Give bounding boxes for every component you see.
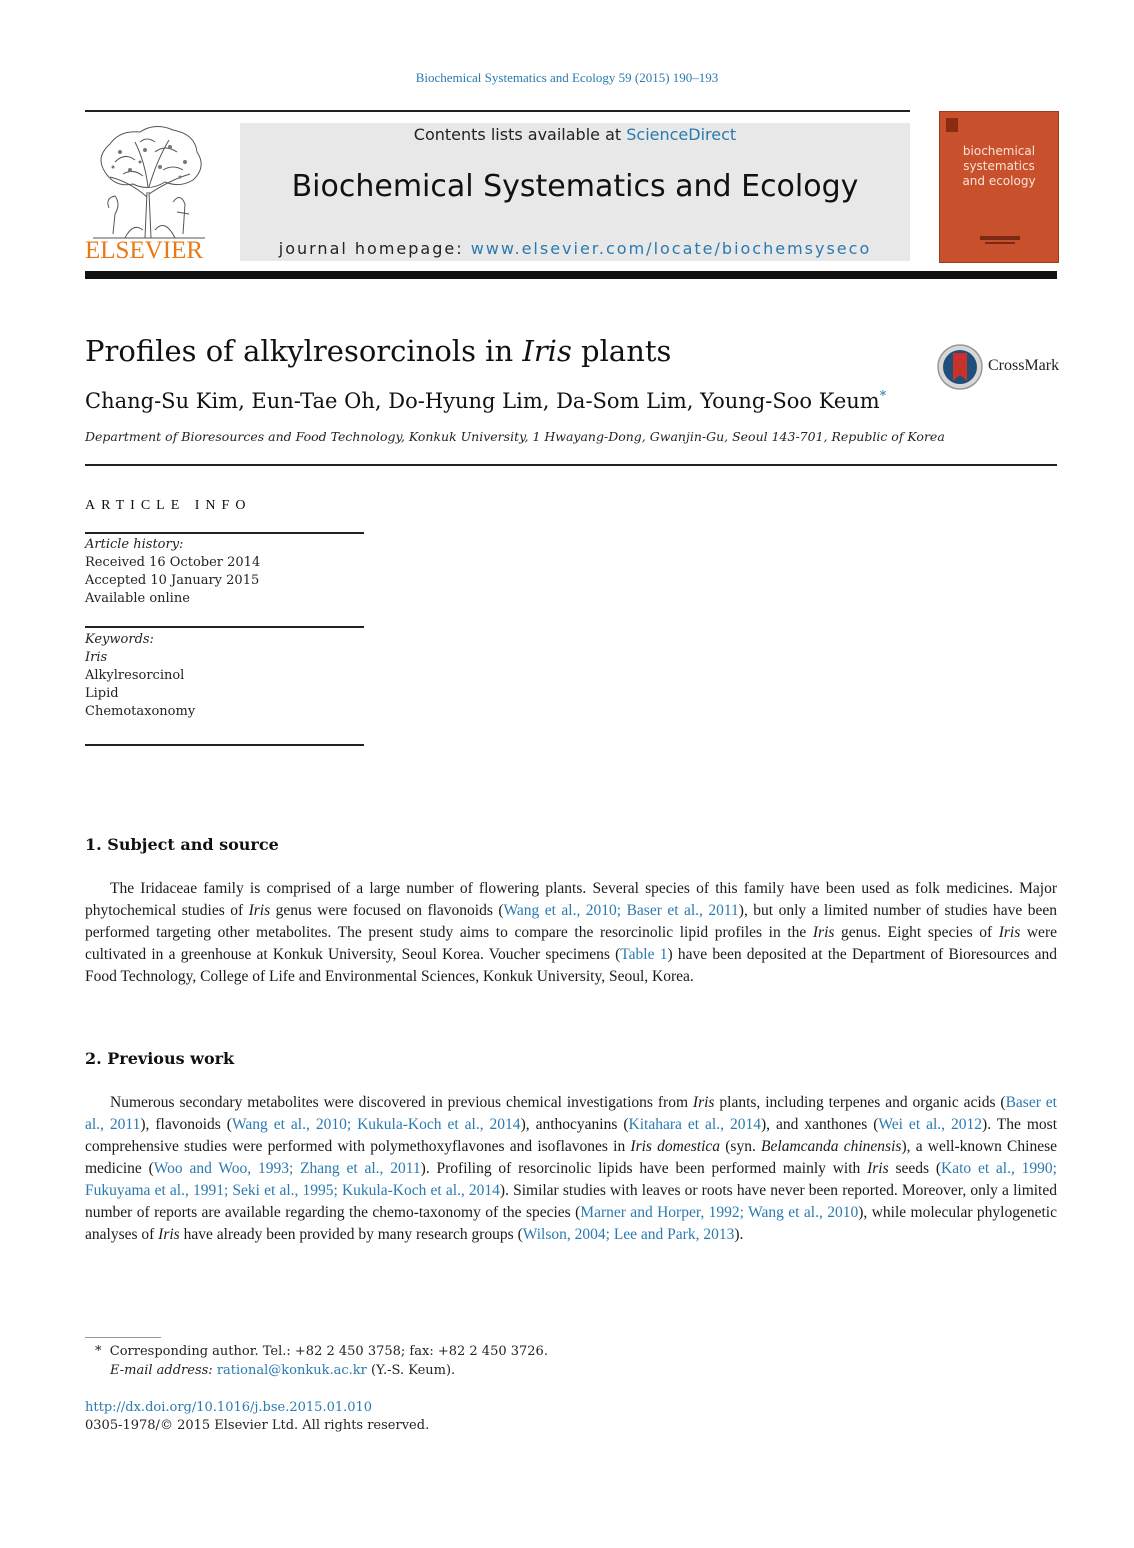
journal-homepage-link[interactable]: www.elsevier.com/locate/biochemsyseco xyxy=(470,239,872,258)
email-suffix: (Y.-S. Keum). xyxy=(366,1363,456,1378)
text-run: ) have been deposited at the Department of Bioresources and Food Technology, College of Life and Environmental Sciences, Konkuk University, Seoul, Korea. xyxy=(85,946,1057,985)
crossmark-label: CrossMark xyxy=(988,357,1060,374)
italic-run: Iris xyxy=(248,902,271,919)
elsevier-logo xyxy=(85,122,213,267)
text-run: ), but only a limited number of studies have been performed targeting other metabolites. The present study aims to compare the resorcinolic lipid profiles in the xyxy=(85,902,1057,941)
sciencedirect-link[interactable]: ScienceDirect xyxy=(626,125,737,144)
email-link[interactable]: rational@konkuk.ac.kr xyxy=(216,1363,367,1378)
cover-footer-mark xyxy=(980,236,1020,240)
text-run: ), and xanthones ( xyxy=(760,1116,879,1133)
title-pre: Profiles of alkylresorcinols in xyxy=(85,334,523,368)
section-1-heading: 1. Subject and source xyxy=(85,835,279,854)
section-2-heading: 2. Previous work xyxy=(85,1049,235,1068)
citation-link[interactable]: Wang et al., 2010; Baser et al., 2011 xyxy=(503,902,739,919)
affiliation: Department of Bioresources and Food Technology, Konkuk University, 1 Hwayang-Dong, Gwanjin-Gu, Seoul 143-701, Republic of Korea xyxy=(85,429,945,444)
citation-link[interactable]: Wei et al., 2012 xyxy=(878,1116,983,1133)
footnote-corresponding xyxy=(95,1342,548,1361)
text-run: ), while molecular phylogenetic analyses of xyxy=(85,1204,1057,1243)
text-run: ). Similar studies with leaves or roots have never been reported. Moreover, only a limited number of reports are available regarding the chemo-taxonomy of the species ( xyxy=(85,1182,1057,1221)
email-label: E-mail address: xyxy=(110,1363,213,1378)
journal-name: Biochemical Systematics and Ecology xyxy=(291,169,859,204)
journal-cover-thumbnail[interactable] xyxy=(939,111,1059,263)
footnote-email-line xyxy=(95,1361,548,1380)
article-info-rule-mid xyxy=(85,626,364,628)
title-italic: Iris xyxy=(522,334,572,368)
homepage-prefix: journal homepage: xyxy=(278,239,471,258)
footnote-contact: Corresponding author. Tel.: +82 2 450 3758; fax: +82 2 450 3726. xyxy=(109,1344,548,1359)
history-label: Article history: xyxy=(85,537,184,552)
text-run: ), anthocyanins ( xyxy=(520,1116,629,1133)
cover-line-1: biochemical xyxy=(962,144,1036,158)
history-accepted: Accepted 10 January 2015 xyxy=(85,573,260,588)
authors-text: Chang-Su Kim, Eun-Tae Oh, Do-Hyung Lim, Da-Som Lim, Young-Soo Keum xyxy=(85,389,880,413)
italic-run: Iris xyxy=(158,1226,180,1243)
homepage-line xyxy=(240,239,910,258)
keywords xyxy=(85,631,195,721)
footnote-mark: * xyxy=(95,1344,102,1359)
author-list xyxy=(85,389,886,413)
text-run: ), flavonoids ( xyxy=(140,1116,232,1133)
cover-line-2: systematics xyxy=(963,159,1035,173)
citation-link[interactable]: Kitahara et al., 2014 xyxy=(628,1116,761,1133)
doi-link[interactable]: http://dx.doi.org/10.1016/j.bse.2015.01.010 xyxy=(85,1400,373,1415)
italic-run: Iris xyxy=(812,924,835,941)
keyword-item: Alkylresorcinol xyxy=(85,668,185,683)
article-info-heading: ARTICLE INFO xyxy=(85,498,252,513)
citation-link[interactable]: Wilson, 2004; Lee and Park, 2013 xyxy=(522,1226,735,1243)
italic-run: Iris xyxy=(998,924,1021,941)
citation-link[interactable]: Wang et al., 2010; Kukula-Koch et al., 2014 xyxy=(231,1116,521,1133)
text-run: plants, including terpenes and organic acids ( xyxy=(714,1094,1006,1111)
text-run: have already been provided by many research groups ( xyxy=(179,1226,523,1243)
section-2-paragraph xyxy=(85,1092,1057,1246)
text-run: The Iridaceae family is comprised of a large number of flowering plants. Several species of this family have been used as folk medicines. Major phytochemical studies of xyxy=(85,880,1057,919)
journal-banner xyxy=(240,123,910,261)
corresponding-author-link[interactable]: * xyxy=(879,389,887,404)
italic-run: Iris domestica xyxy=(630,1138,721,1155)
keyword-item: Chemotaxonomy xyxy=(85,704,196,719)
tree-logo-icon xyxy=(85,122,213,240)
keyword-item: Iris xyxy=(85,650,108,665)
cover-title xyxy=(940,144,1058,189)
cover-logo-icon xyxy=(946,118,958,132)
text-run: ), a well-known Chinese medicine ( xyxy=(85,1138,1057,1177)
citation-link[interactable]: Woo and Woo, 1993; Zhang et al., 2011 xyxy=(153,1160,421,1177)
crossmark-badge[interactable] xyxy=(936,343,1060,391)
cover-footer-mark-2 xyxy=(985,242,1015,244)
crossmark-icon xyxy=(936,343,984,391)
text-run: genus. Eight species of xyxy=(834,924,999,941)
text-run: ). xyxy=(734,1226,744,1243)
title-rule xyxy=(85,464,1057,466)
text-run: (syn. xyxy=(720,1138,762,1155)
keywords-label: Keywords: xyxy=(85,632,154,647)
text-run: ). The most comprehensive studies were performed with polymethoxyflavones and isoflavones in xyxy=(85,1116,1058,1155)
citation-link[interactable]: Marner and Horper, 1992; Wang et al., 2010 xyxy=(580,1204,859,1221)
text-run: genus were focused on flavonoids ( xyxy=(270,902,504,919)
section-1-body xyxy=(85,878,1057,988)
contents-prefix: Contents lists available at xyxy=(413,125,627,144)
journal-reference[interactable]: Biochemical Systematics and Ecology 59 (2015) 190–193 xyxy=(415,70,719,85)
text-run: Numerous secondary metabolites were discovered in previous chemical investigations from xyxy=(110,1094,693,1111)
italic-run: Iris xyxy=(692,1094,715,1111)
elsevier-wordmark: ELSEVIER xyxy=(85,237,204,264)
citation-link[interactable]: Kato et al., 1990; Fukuyama et al., 1991; Seki et al., 1995; Kukula-Koch et al., 2014 xyxy=(85,1160,1057,1199)
footnote-rule xyxy=(85,1337,161,1338)
italic-run: Belamcanda chinensis xyxy=(761,1138,902,1155)
keyword-item: Lipid xyxy=(85,686,119,701)
text-run: ). Profiling of resorcinolic lipids have been performed mainly with xyxy=(420,1160,868,1177)
history-online: Available online xyxy=(85,591,190,606)
header-top-rule xyxy=(85,110,910,112)
copyright: 0305-1978/© 2015 Elsevier Ltd. All rights reserved. xyxy=(85,1418,430,1433)
article-history xyxy=(85,536,260,608)
section-1-paragraph xyxy=(85,878,1057,988)
footnote xyxy=(95,1342,548,1380)
text-run: were cultivated in a greenhouse at Konkuk University, Seoul Korea. Voucher specimens ( xyxy=(85,924,1057,963)
italic-run: Iris xyxy=(867,1160,889,1177)
table-link[interactable]: Table 1 xyxy=(620,946,668,963)
text-run: seeds ( xyxy=(888,1160,941,1177)
section-2-body xyxy=(85,1092,1057,1246)
history-received: Received 16 October 2014 xyxy=(85,555,261,570)
cover-line-3: and ecology xyxy=(962,174,1036,188)
contents-line xyxy=(240,125,910,144)
article-info-rule-bottom xyxy=(85,744,364,746)
article-title xyxy=(85,334,671,368)
header-bottom-rule xyxy=(85,271,1057,279)
article-info-rule-top xyxy=(85,532,364,534)
citation-link[interactable]: Baser et al., 2011 xyxy=(85,1094,1057,1133)
title-post: plants xyxy=(571,334,672,368)
